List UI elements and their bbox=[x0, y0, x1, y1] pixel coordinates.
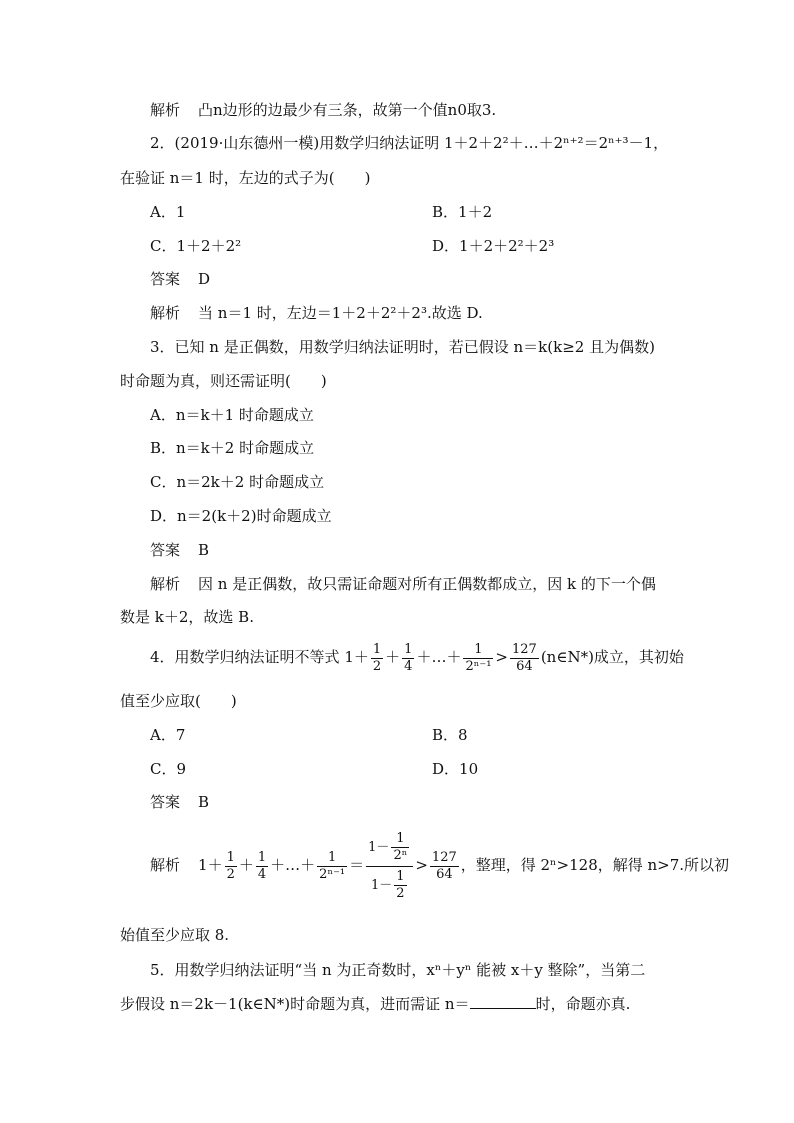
q4-stem-suffix: (n∈N*)成立，其初始 bbox=[540, 648, 684, 666]
q3-option-c: C．n＝2k＋2 时命题成立 bbox=[150, 473, 325, 491]
denominator: 64 bbox=[430, 866, 459, 883]
fraction-rhs bbox=[510, 642, 539, 675]
equals-sign: ＝ bbox=[349, 856, 365, 874]
fraction-inner-top bbox=[391, 831, 409, 864]
q4-explanation-suffix: ，整理，得 2ⁿ>128，解得 n>7.所以初 bbox=[460, 856, 730, 874]
explanation-tag: 解析 bbox=[150, 101, 181, 119]
fraction-quarter bbox=[256, 850, 268, 883]
q4-option-d: D．10 bbox=[432, 760, 479, 778]
ellipsis-plus: ＋…＋ bbox=[270, 856, 316, 874]
fraction-last-term bbox=[317, 850, 347, 883]
q3-explanation-line1 bbox=[150, 574, 656, 594]
q1-explanation bbox=[150, 100, 496, 120]
q2-stem-line2: 在验证 n＝1 时，左边的式子为( ) bbox=[120, 169, 371, 187]
q4-stem-prefix: 4．用数学归纳法证明不等式 1＋ bbox=[150, 648, 369, 666]
q2-stem-line1: 2．(2019·山东德州一模)用数学归纳法证明 1＋2＋2²＋…＋2ⁿ⁺²＝2ⁿ⁺³－1， bbox=[150, 134, 669, 152]
numerator: 127 bbox=[512, 641, 537, 657]
q4-stem-line1 bbox=[150, 640, 684, 675]
answer-value: B bbox=[198, 541, 210, 559]
explanation-tag: 解析 bbox=[150, 304, 181, 322]
numerator: 1 bbox=[396, 830, 405, 846]
numerator: 1 bbox=[257, 849, 267, 865]
explanation-text: 当 n＝1 时，左边＝1＋2＋2²＋2³.故选 D. bbox=[198, 304, 483, 322]
fraction-rhs bbox=[430, 850, 459, 883]
compound-fraction bbox=[366, 831, 413, 902]
numerator: 127 bbox=[431, 849, 457, 865]
explanation-tag: 解析 bbox=[150, 856, 181, 874]
explanation-text: 因 n 是正偶数，故只需证命题对所有正偶数都成立，因 k 的下一个偶 bbox=[198, 575, 656, 593]
explanation-text: 凸n边形的边最少有三条，故第一个值n0取3. bbox=[198, 101, 497, 119]
denominator: 2 bbox=[396, 885, 405, 901]
explanation-tag: 解析 bbox=[150, 575, 181, 593]
fraction-half bbox=[371, 642, 383, 675]
one: 1 bbox=[198, 856, 208, 874]
denominator: 2 bbox=[372, 658, 382, 674]
q3-option-d: D．n＝2(k＋2)时命题成立 bbox=[150, 507, 332, 525]
compound-denominator bbox=[366, 866, 413, 902]
answer-value: D bbox=[198, 270, 211, 288]
q2-explanation bbox=[150, 303, 483, 323]
plus-sign: ＋ bbox=[207, 856, 223, 874]
q4-option-c: C．9 bbox=[150, 760, 187, 778]
q3-option-b: B．n＝k＋2 时命题成立 bbox=[150, 439, 315, 457]
numerator: 1 bbox=[474, 641, 483, 657]
plus-sign: ＋ bbox=[238, 856, 254, 874]
numerator: 1 bbox=[328, 849, 337, 865]
q2-answer bbox=[150, 269, 210, 289]
numerator: 1 bbox=[372, 641, 382, 657]
answer-tag: 答案 bbox=[150, 541, 181, 559]
plus-sign: ＋ bbox=[385, 648, 401, 666]
q4-option-b: B．8 bbox=[432, 726, 468, 744]
numerator: 1 bbox=[404, 641, 413, 657]
denominator: 4 bbox=[257, 866, 267, 882]
q4-stem-line2: 值至少应取( ) bbox=[120, 692, 237, 710]
fraction-inner-bottom bbox=[394, 869, 406, 902]
denominator: 2ⁿ⁻¹ bbox=[465, 658, 492, 674]
fraction-last-term bbox=[463, 642, 493, 675]
q3-stem-line1: 3．已知 n 是正偶数，用数学归纳法证明时，若已假设 n＝k(k≥2 且为偶数) bbox=[150, 338, 655, 356]
q4-option-a: A．7 bbox=[150, 726, 186, 744]
numerator: 1 bbox=[226, 849, 235, 865]
compound-numerator bbox=[366, 831, 413, 866]
fraction-quarter bbox=[402, 642, 414, 675]
ellipsis-plus: ＋…＋ bbox=[416, 648, 462, 666]
denominator: 2ⁿ⁻¹ bbox=[319, 866, 346, 882]
denominator: 4 bbox=[404, 658, 413, 674]
q4-explanation-line1 bbox=[150, 820, 729, 910]
q3-explanation-line2: 数是 k＋2，故选 B. bbox=[120, 608, 254, 626]
q5-stem-prefix: 步假设 n＝2k－1(k∈N*)时命题为真，进而需证 n＝ bbox=[120, 995, 470, 1013]
numerator: 1 bbox=[396, 868, 405, 884]
greater-than: > bbox=[415, 856, 428, 874]
q2-option-b: B．1＋2 bbox=[432, 203, 493, 221]
q2-option-c: C．1＋2＋2² bbox=[150, 237, 242, 255]
q5-stem-line2 bbox=[120, 994, 630, 1014]
q5-stem-line1: 5．用数学归纳法证明“当 n 为正奇数时，xⁿ＋yⁿ 能被 x＋y 整除”，当第二 bbox=[150, 961, 646, 979]
denominator: 2 bbox=[226, 866, 235, 882]
q2-option-d: D．1＋2＋2²＋2³ bbox=[432, 237, 555, 255]
denominator: 2ⁿ bbox=[393, 847, 408, 863]
answer-tag: 答案 bbox=[150, 270, 181, 288]
denominator: 64 bbox=[510, 658, 539, 675]
q3-option-a: A．n＝k＋1 时命题成立 bbox=[150, 406, 314, 424]
answer-tag: 答案 bbox=[150, 793, 181, 811]
one-minus: 1－ bbox=[368, 839, 390, 855]
answer-value: B bbox=[198, 793, 210, 811]
q3-stem-line2: 时命题为真，则还需证明( ) bbox=[120, 372, 327, 390]
q4-answer bbox=[150, 792, 209, 812]
fraction-half bbox=[225, 850, 237, 883]
one-minus: 1－ bbox=[370, 877, 393, 893]
q4-explanation-line2: 始值至少应取 8. bbox=[120, 926, 230, 944]
q3-answer bbox=[150, 540, 209, 560]
fill-in-blank[interactable] bbox=[470, 994, 536, 1009]
q2-option-a: A．1 bbox=[150, 203, 186, 221]
greater-than: > bbox=[495, 648, 508, 666]
q5-stem-suffix: 时，命题亦真. bbox=[535, 995, 631, 1013]
